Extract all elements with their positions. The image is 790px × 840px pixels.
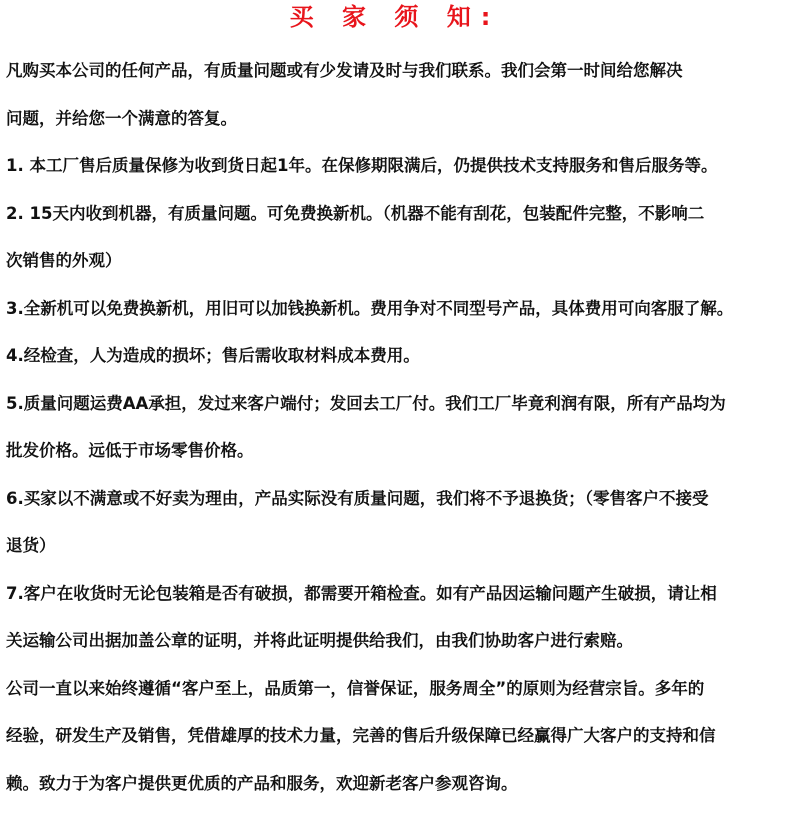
rule-2-exchange-line-1: 2. 15天内收到机器，有质量问题。可免费换新机。（机器不能有刮花，包装配件完整，不影响二 [6, 203, 705, 223]
rule-7-inspection-line-1: 7.客户在收货时无论包装箱是否有破损，都需要开箱检查。如有产品因运输问题产生破损，请让相 [6, 583, 717, 603]
rule-1-warranty-line-1: 1. 本工厂售后质量保修为收到货日起1年。在保修期限满后，仍提供技术支持服务和售后服务等。 [6, 156, 718, 175]
company-statement-line-3: 赖。致力于为客户提供更优质的产品和服务，欢迎新老客户参观咨询。 [6, 773, 518, 793]
company-statement-line-2: 经验，研发生产及销售，凭借雄厚的技术力量，完善的售后升级保障已经赢得广大客户的支持和信 [6, 726, 716, 745]
rule-7-inspection-line-2: 关运输公司出据加盖公章的证明，并将此证明提供给我们，由我们协助客户进行索赔。 [6, 631, 633, 650]
company-statement-line-1: 公司一直以来始终遵循“客户至上，品质第一，信誉保证，服务周全”的原则为经营宗旨。多年的 [6, 678, 705, 698]
rule-6-returns-line-2: 退货） [6, 536, 56, 555]
rule-4-damage-line-1: 4.经检查，人为造成的损坏；售后需收取材料成本费用。 [6, 346, 420, 365]
notice-intro-line-2: 问题，并给您一个满意的答复。 [6, 108, 237, 128]
rule-5-shipping-line-1: 5.质量问题运费AA承担，发过来客户端付；发回去工厂付。我们工厂毕竟利润有限，所有产品均为 [6, 393, 726, 413]
page-title: 买 家 须 知: [289, 3, 501, 31]
rule-6-returns-line-1: 6.买家以不满意或不好卖为理由，产品实际没有质量问题，我们将不予退换货；（零售客户不接受 [6, 488, 709, 508]
rule-5-shipping-line-2: 批发价格。远低于市场零售价格。 [6, 441, 254, 460]
rule-3-trade-in-line-1: 3.全新机可以免费换新机，用旧可以加钱换新机。费用争对不同型号产品，具体费用可向客服了解。 [6, 298, 734, 318]
notice-body [6, 47, 786, 807]
rule-2-exchange-line-2: 次销售的外观） [6, 251, 122, 270]
notice-intro-line-1: 凡购买本公司的任何产品，有质量问题或有少发请及时与我们联系。我们会第一时间给您解决 [6, 61, 683, 80]
